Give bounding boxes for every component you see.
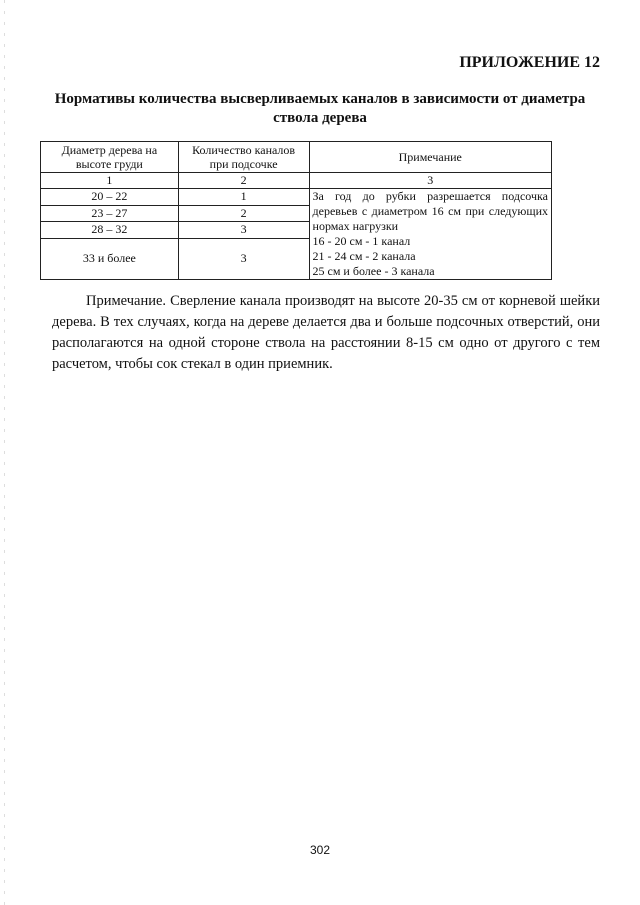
appendix-label: ПРИЛОЖЕНИЕ 12: [459, 54, 600, 71]
channels-cell: 3: [178, 222, 309, 239]
note-line: 21 - 24 см - 2 канала: [312, 249, 416, 263]
document-title: [40, 90, 600, 128]
table-column-numbers-row: [41, 173, 552, 189]
diameter-cell: 33 и более: [41, 238, 179, 279]
scan-edge-artifact: [4, 0, 5, 905]
diameter-cell: 23 – 27: [41, 205, 179, 222]
table-row: [41, 189, 552, 206]
title-line-1: Нормативы количества высверливаемых каналов в зависимости от диаметра: [54, 91, 586, 107]
note-cell: [309, 189, 551, 280]
note-text: За год до рубки разрешается подсочка деревьев с диаметром 16 см при следующих нормах нагрузки: [312, 189, 548, 233]
column-number-2: 2: [178, 173, 309, 189]
title-line-2: ствола дерева: [273, 110, 367, 126]
column-number-3: 3: [309, 173, 551, 189]
remark-paragraph: Примечание. Сверление канала производят на высоте 20-35 см от корневой шейки дерева. В тех случаях, когда на дереве делается два и больше подсочных отверстий, они располагаются на одной стороне ствола на расстоянии 8-15 см одно от другого с тем расчетом, чтобы сок стекал в один приемник.: [52, 293, 600, 372]
header-diameter: Диаметр дерева на высоте груди: [41, 142, 179, 173]
column-number-1: 1: [41, 173, 179, 189]
channels-cell: 3: [178, 238, 309, 279]
table-header-row: [41, 142, 552, 173]
note-line: 25 см и более - 3 канала: [312, 264, 435, 278]
norms-table: [40, 141, 552, 280]
diameter-cell: 20 – 22: [41, 189, 179, 206]
header-note: Примечание: [309, 142, 551, 173]
page-number: 302: [309, 843, 331, 857]
note-line: 16 - 20 см - 1 канал: [312, 234, 411, 248]
header-channels: Количество каналов при подсочке: [178, 142, 309, 173]
channels-cell: 2: [178, 205, 309, 222]
diameter-cell: 28 – 32: [41, 222, 179, 239]
channels-cell: 1: [178, 189, 309, 206]
